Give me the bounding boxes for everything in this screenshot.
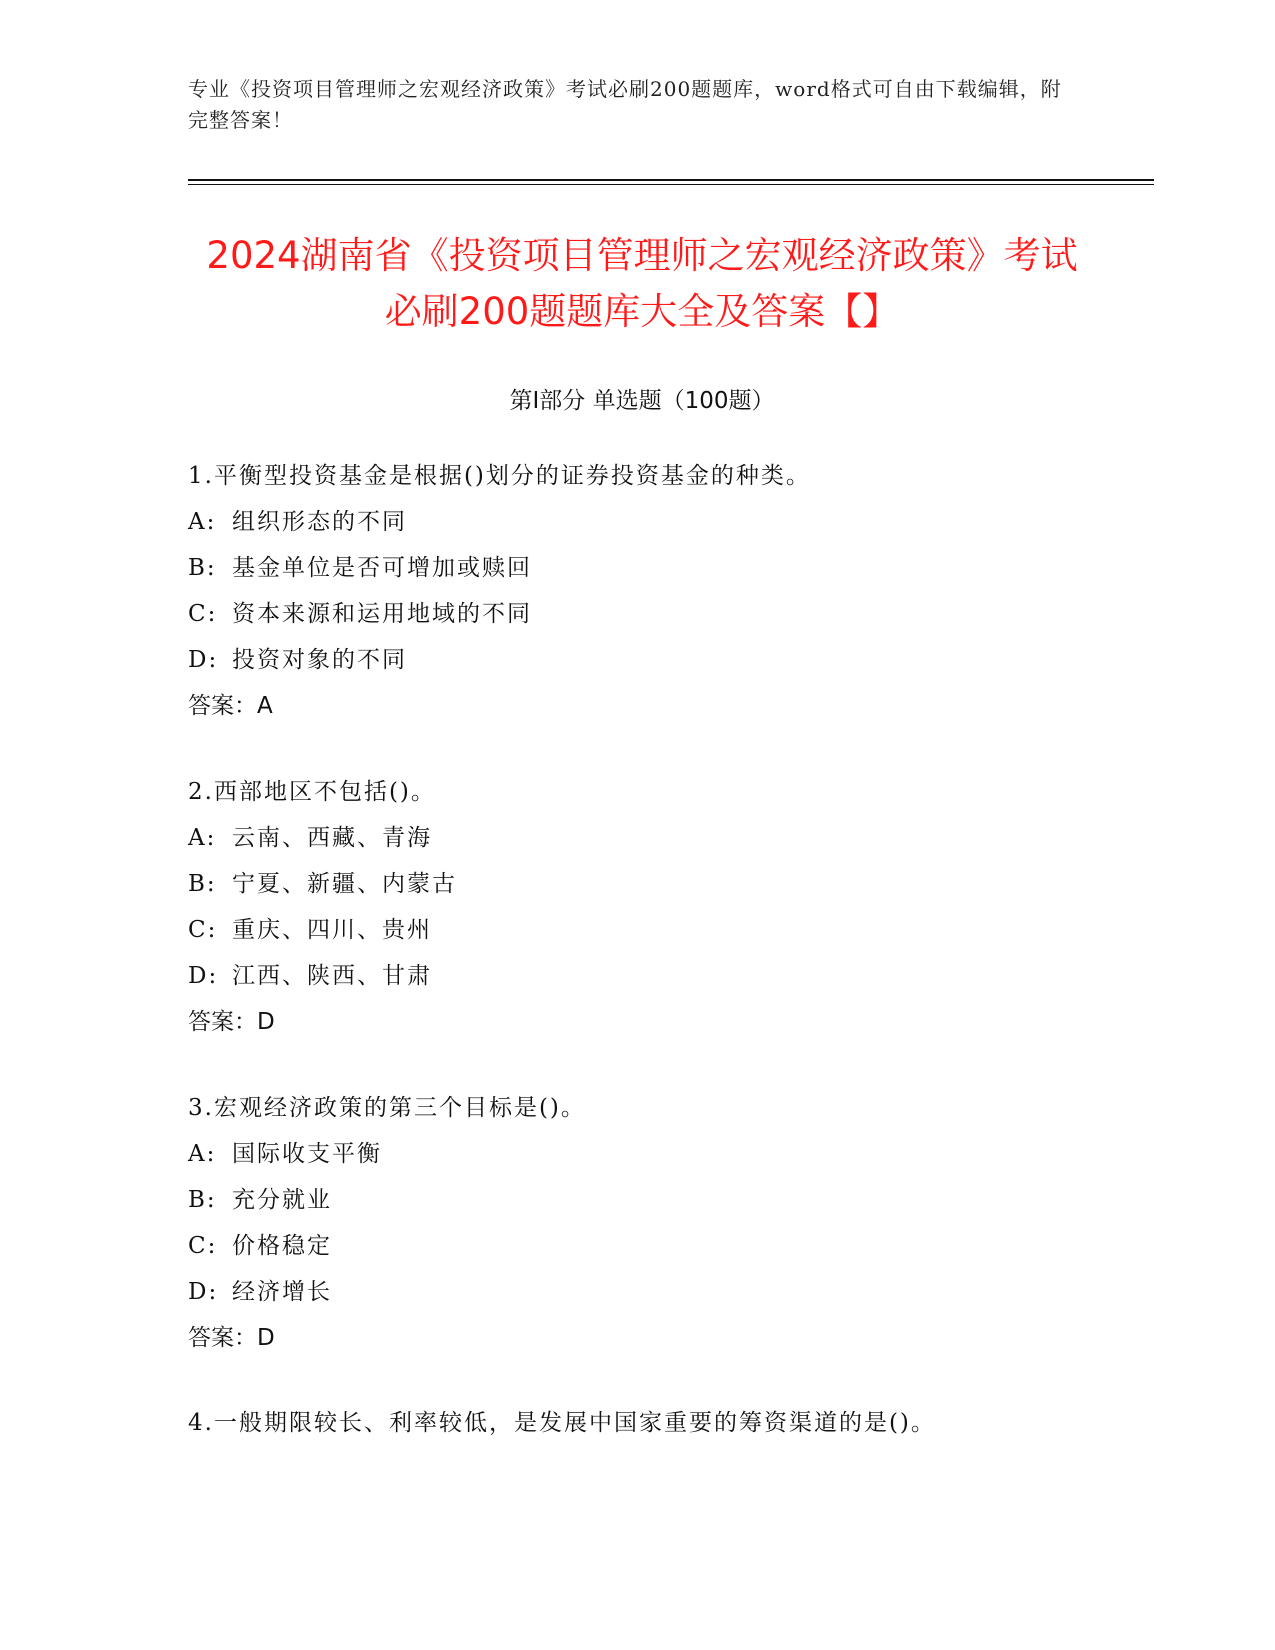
option-b xyxy=(188,861,1128,907)
option-text: 资本来源和运用地域的不同 xyxy=(232,601,532,627)
option-text: 充分就业 xyxy=(232,1187,332,1213)
option-text: 重庆、四川、贵州 xyxy=(232,917,432,943)
answer: 答案：D xyxy=(188,1325,275,1351)
option-letter: D: xyxy=(188,963,219,989)
question-4 xyxy=(188,1400,1128,1446)
option-d xyxy=(188,1269,1128,1315)
header-divider-thin xyxy=(188,184,1154,185)
option-letter: C: xyxy=(188,917,218,943)
option-letter: B: xyxy=(188,1187,217,1213)
option-a xyxy=(188,1131,1128,1177)
option-letter: A: xyxy=(188,509,217,535)
question-3 xyxy=(188,1085,1128,1361)
answer: 答案：A xyxy=(188,693,273,719)
option-text: 投资对象的不同 xyxy=(232,647,407,673)
option-letter: D: xyxy=(188,647,219,673)
option-text: 价格稳定 xyxy=(232,1233,332,1259)
option-letter: A: xyxy=(188,1141,217,1167)
section-title: 第I部分 单选题（100题） xyxy=(509,388,775,414)
option-text: 组织形态的不同 xyxy=(232,509,407,535)
option-text: 江西、陕西、甘肃 xyxy=(232,963,432,989)
option-d xyxy=(188,953,1128,999)
option-a xyxy=(188,815,1128,861)
option-b xyxy=(188,545,1128,591)
option-c xyxy=(188,1223,1128,1269)
question-stem: 4.一般期限较长、利率较低，是发展中国家重要的筹资渠道的是()。 xyxy=(188,1410,936,1436)
header-note: 专业《投资项目管理师之宏观经济政策》考试必刷200题题库，word格式可自由下载编辑，附完整答案！ xyxy=(188,77,1062,132)
question-1 xyxy=(188,453,1128,729)
header-divider-thick xyxy=(188,179,1154,181)
option-letter: A: xyxy=(188,825,217,851)
question-stem: 3.宏观经济政策的第三个目标是()。 xyxy=(188,1095,586,1121)
option-letter: C: xyxy=(188,601,218,627)
question-stem: 1.平衡型投资基金是根据()划分的证券投资基金的种类。 xyxy=(188,463,811,489)
question-stem: 2.西部地区不包括()。 xyxy=(188,779,436,805)
option-text: 宁夏、新疆、内蒙古 xyxy=(232,871,457,897)
option-text: 基金单位是否可增加或赎回 xyxy=(232,555,532,581)
option-text: 经济增长 xyxy=(232,1279,332,1305)
option-d xyxy=(188,637,1128,683)
option-c xyxy=(188,907,1128,953)
question-2 xyxy=(188,769,1128,1045)
answer: 答案：D xyxy=(188,1009,275,1035)
option-text: 云南、西藏、青海 xyxy=(232,825,432,851)
document-title: 2024湖南省《投资项目管理师之宏观经济政策》考试必刷200题题库大全及答案【】 xyxy=(206,234,1078,333)
option-a xyxy=(188,499,1128,545)
option-c xyxy=(188,591,1128,637)
option-letter: C: xyxy=(188,1233,218,1259)
option-letter: B: xyxy=(188,871,217,897)
option-letter: B: xyxy=(188,555,217,581)
option-text: 国际收支平衡 xyxy=(232,1141,382,1167)
option-b xyxy=(188,1177,1128,1223)
option-letter: D: xyxy=(188,1279,219,1305)
